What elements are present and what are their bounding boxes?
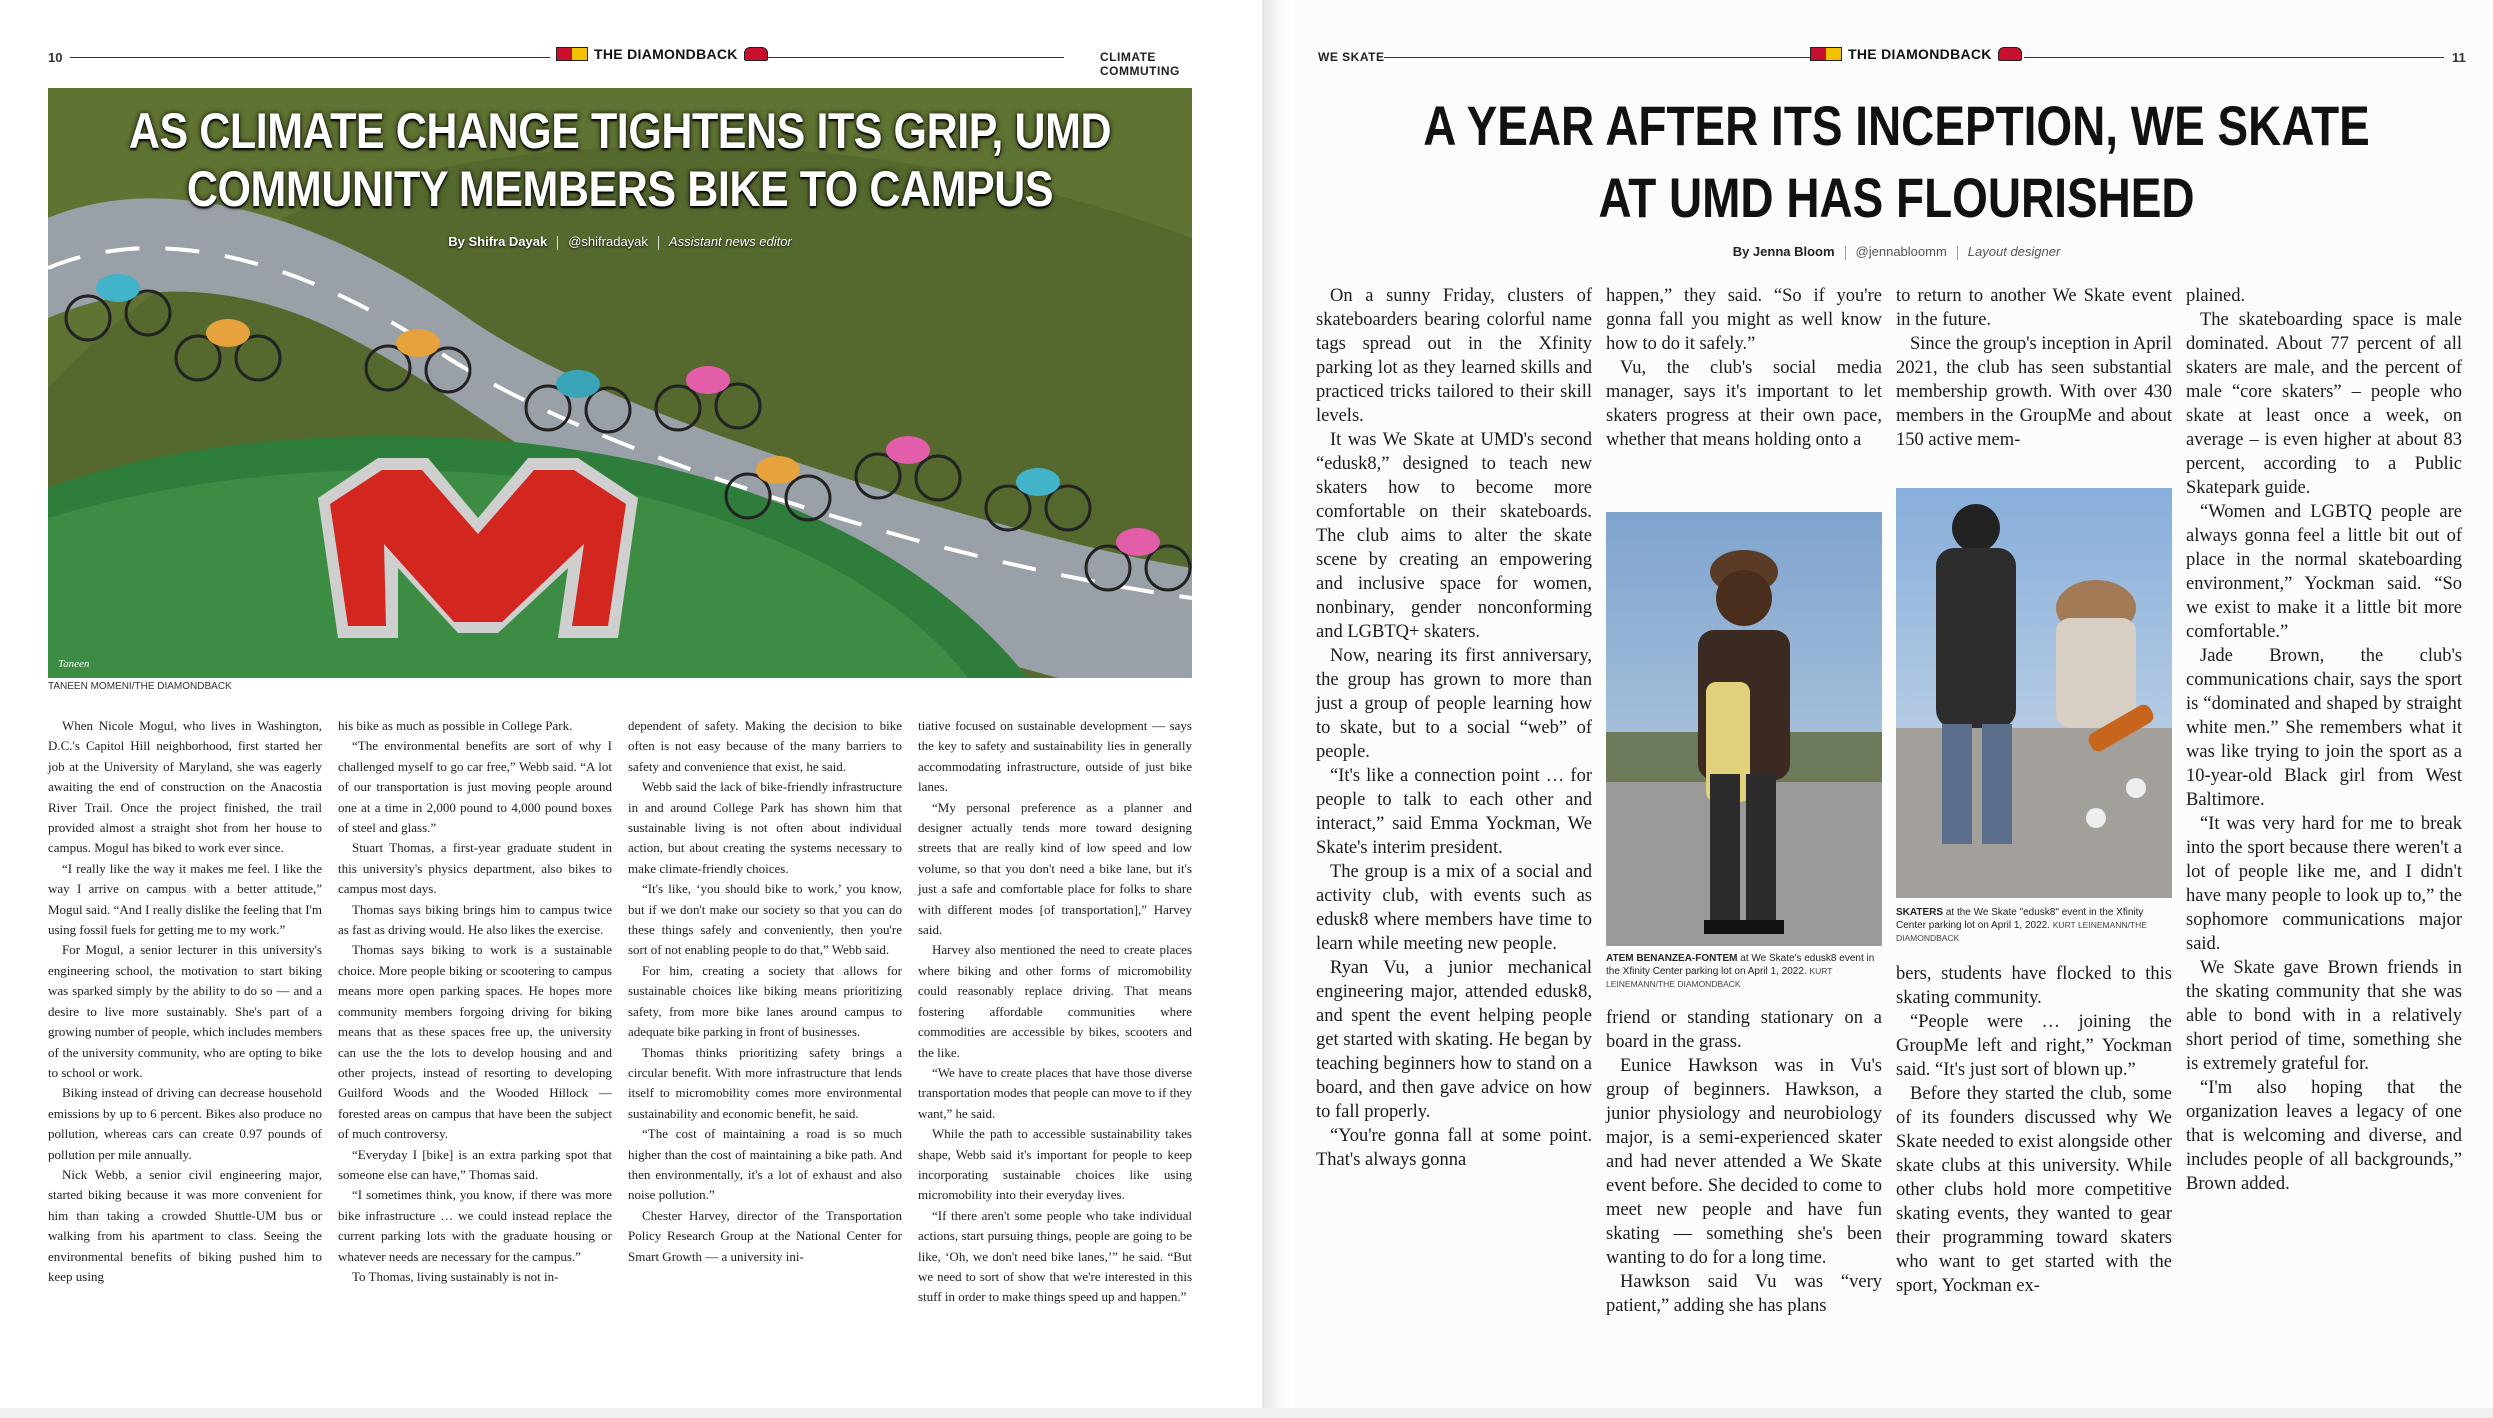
paragraph: The skateboarding space is male dominated. About 77 percent of all skaters are male, and the percent of male “core skaters” – people who skate at least once a week, on average – is even higher at about 83 percent, according to a Public Skatepark guide.: [2186, 310, 2462, 498]
paragraph: Thomas thinks prioritizing safety brings a circular benefit. With more infrastructure that lends itself to micromobility comes more environmental sustainability and economic benefit, he said.: [628, 1044, 902, 1121]
caption-credit: KURT LEINEMANN/THE DIAMONDBACK: [1606, 966, 1833, 989]
paragraph: Biking instead of driving can decrease household emissions by up to 6 percent. Bikes also produce no pollution, whereas cars can create 0.97 pounds of pollution per mile annually.: [48, 1085, 322, 1162]
page-bottom-edge: [0, 1408, 2493, 1418]
left-headline: AS CLIMATE CHANGE TIGHTENS ITS GRIP, UMD COMMUNITY MEMBERS BIKE TO CAMPUS: [128, 103, 1112, 217]
illustration-signature: Taneen: [58, 658, 90, 670]
paragraph: Nick Webb, a senior civil engineering major, started biking because it was more convenient for him than taking a crowded Shuttle-UM bus or walking from his apartment to class. Seeing the environmental benefits of biking pushed him to keep using: [48, 1166, 322, 1284]
paragraph: “People were … joining the GroupMe left and right,” Yockman said. “It's just sort of blown up.”: [1896, 1012, 2172, 1080]
left-column-2: [338, 716, 612, 1287]
paragraph: bers, students have flocked to this skating community.: [1896, 964, 2172, 1008]
paragraph: Since the group's inception in April 2021, the club has seen substantial membership growth. With over 430 members in the GroupMe and about 150 active mem-: [1896, 334, 2172, 450]
paragraph: “Women and LGBTQ people are always gonna feel a little bit out of place in the normal skateboarding environment,” Yockman said. “So we exist to make it a little bit more comfortable.”: [2186, 502, 2462, 642]
right-author: By Jenna Bloom: [1732, 244, 1835, 259]
right-top-bar: [1318, 44, 2468, 72]
top-rule: [1384, 57, 1824, 58]
paragraph: “I'm also hoping that the organization leaves a legacy of one that is welcoming and diverse, and includes people of all backgrounds,” Brown added.: [2186, 1078, 2462, 1194]
left-column-1: [48, 716, 322, 1287]
illustration-credit: TANEEN MOMENI/THE DIAMONDBACK: [48, 681, 232, 692]
paragraph: While the path to accessible sustainability takes shape, Webb said it's important for people to keep incorporating sustainable choices like using micromobility into their everyday lives.: [918, 1126, 1192, 1203]
byline-separator: [557, 236, 558, 250]
masthead-text: THE DIAMONDBACK: [1848, 46, 1992, 62]
paragraph: “I sometimes think, you know, if there was more bike infrastructure … we could instead replace the current parking lots with the graduate housing or whatever needs are necessary for the campus.”: [338, 1187, 612, 1264]
left-column-3: [628, 716, 902, 1267]
paragraph: tiative focused on sustainable development — says the key to safety and sustainability lies in generally accommodating infrastructure, outside of just bike lanes.: [918, 718, 1192, 795]
photo-svg: [1896, 488, 2172, 898]
skaters-group-photo: [1896, 488, 2172, 898]
terrapin-icon: [744, 47, 768, 61]
caption-name: ATEM BENANZEA-FONTEM: [1606, 953, 1738, 964]
photo1-caption: [1606, 952, 1882, 991]
paragraph: “It's like, ‘you should bike to work,’ you know, but if we don't make our society so that you can do these things safely and conveniently, then you're sort of not enabling people to do that,” Webb said.: [628, 881, 902, 958]
paragraph: “Everyday I [bike] is an extra parking spot that someone else can have,” Thomas said.: [338, 1146, 612, 1182]
paragraph: Thomas says biking brings him to campus twice as fast as driving would. He also likes the exercise.: [338, 901, 612, 938]
paragraph: Stuart Thomas, a first-year graduate student in this university's physics department, also bikes to campus most days.: [338, 840, 612, 897]
right-role: Layout designer: [1967, 244, 2061, 259]
byline-separator: [1957, 246, 1958, 260]
paragraph: dependent of safety. Making the decision to bike often is not easy because of the many barriers to safety and convenience that exist, he said.: [628, 718, 902, 774]
right-page-number: 11: [2452, 50, 2466, 65]
maryland-flag-icon: [556, 47, 588, 61]
left-page-number: 10: [48, 50, 63, 65]
cycling-illustration: [48, 88, 1192, 678]
paragraph: “We have to create places that have those diverse transportation modes that people can move to if they want,” he said.: [918, 1064, 1192, 1121]
paragraph: Harvey also mentioned the need to create places where biking and other forms of micromobility could reasonably replace driving. That means fostering affordable communities where commodities are accessible by bikes, scooters and the like.: [918, 942, 1192, 1060]
maryland-flag-icon: [1810, 47, 1842, 61]
paragraph: to return to another We Skate event in the future.: [1896, 286, 2172, 330]
right-column-3-top: [1896, 284, 2172, 452]
right-column-2-bottom: [1606, 1006, 1882, 1318]
paragraph: To Thomas, living sustainably is not in-: [352, 1268, 559, 1284]
paragraph: “My personal preference as a planner and designer actually tends more toward designing streets that are really kind of low speed and low volume, so that you don't need a bike lane, but it's just a safe and comfortable place for folks to share with different modes [of transportation],” Harvey said.: [918, 799, 1192, 938]
paragraph: Now, nearing its first anniversary, the group has grown to more than just a group of people learning how to skate, but to a social “web” of people.: [1316, 646, 1592, 762]
right-column-3-bottom: [1896, 962, 2172, 1298]
masthead: [1810, 46, 2022, 62]
caption-name: SKATERS: [1896, 907, 1944, 918]
right-handle: @jennabloomm: [1855, 244, 1947, 259]
right-column-4: [2186, 284, 2462, 1196]
paragraph: Thomas says biking to work is a sustainable choice. More people biking or scootering to campus means more open parking spaces. He hopes more community members forgoing driving for biking means that as these spaces free up, the university can use the the lots to develop housing and and other projects, instead of resorting to developing Guilford Woods and the Wooded Hillock — forested areas on campus that have been the subject of much controversy.: [338, 942, 612, 1142]
right-section-label: WE SKATE: [1318, 50, 1385, 64]
paragraph: “If there aren't some people who take individual actions, start pursuing things, people are going to be like, ‘Oh, we don't need bike lanes,’” he said. “But we need to sort of show that we're interested in this stuff in order to make things speed up and happen.”: [918, 1207, 1192, 1305]
masthead: [556, 46, 768, 62]
paragraph: “It was very hard for me to break into the sport because there weren't a lot of people like me, and I didn't have many people to look up to,” the sophomore communications major said.: [2186, 814, 2462, 954]
paragraph: his bike as much as possible in College Park.: [338, 718, 573, 733]
left-column-4: [918, 716, 1192, 1308]
paragraph: Eunice Hawkson was in Vu's group of beginners. Hawkson, a junior physiology and neurobiology major, is a semi-experienced skater and had never attended a We Skate event before. She decided to come to meet new people and have fun skating — something she's been wanting to do for a long time.: [1606, 1056, 1882, 1268]
paragraph: Webb said the lack of bike-friendly infrastructure in and around College Park has shown him that sustainable living is not often about individual action, but about creating the systems necessary to make climate-friendly choices.: [628, 779, 902, 876]
left-byline: [48, 234, 1192, 250]
terrapin-icon: [1998, 47, 2022, 61]
top-rule: [764, 57, 1064, 58]
paragraph: For Mogul, a senior lecturer in this university's engineering school, the motivation to start biking was sparked simply by the ability to do so — and a desire to live more sustainably. She's part of a growing number of people, which includes members of the university community, who are opting to bike to school or work.: [48, 942, 323, 1080]
left-top-bar: [48, 44, 1192, 78]
top-rule: [70, 57, 550, 58]
left-role: Assistant news editor: [668, 234, 792, 249]
right-byline: [1300, 244, 2493, 260]
paragraph: “The environmental benefits are sort of why I challenged myself to go car free,” Webb said. “A lot of our transportation is just moving people around one at a time in 2,000 pound to 4,000 pound boxes of steel and glass.”: [338, 738, 612, 836]
paragraph: happen,” they said. “So if you're gonna fall you might as well know how to do it safely.”: [1606, 286, 1882, 354]
paragraph: “It's like a connection point … for people to talk to each other and interact,” said Emma Yockman, We Skate's interim president.: [1316, 766, 1592, 858]
byline-separator: [1845, 246, 1846, 260]
left-author: By Shifra Dayak: [448, 234, 548, 249]
caption-text: at We Skate's edusk8 event in the Xfinity Center parking lot on April 1, 2022.: [1606, 953, 1875, 977]
top-rule: [2024, 57, 2444, 58]
paragraph: “You're gonna fall at some point. That's always gonna: [1316, 1126, 1592, 1170]
paragraph: “I really like the way it makes me feel. I like the way I arrive on campus with a better attitude,” Mogul said. “And I really dislike the feeling that I'm using fossil fuels for getting me to my work.”: [48, 860, 322, 938]
skater-portrait-photo: [1606, 512, 1882, 946]
paragraph: Hawkson said Vu was “very patient,” adding she has plans: [1606, 1272, 1882, 1316]
byline-separator: [658, 236, 659, 250]
paragraph: Ryan Vu, a junior mechanical engineering major, attended edusk8, and spent the event helping people get started with skating. He began by teaching beginners how to stand on a board, and then gave advice on how to fall properly.: [1316, 958, 1592, 1122]
paragraph: When Nicole Mogul, who lives in Washington, D.C.'s Capitol Hill neighborhood, first started her job at the University of Maryland, she was eagerly awaiting the end of construction on the Anacostia River Trail. Once the project finished, the trail provided almost a straight shot from her house to campus. Mogul has biked to work ever since.: [48, 718, 322, 856]
left-section-label: CLIMATE COMMUTING: [1100, 50, 1180, 78]
paragraph: Chester Harvey, director of the Transportation Policy Research Group at the National Center for Smart Growth — a university ini-: [628, 1207, 902, 1264]
paragraph: friend or standing stationary on a board in the grass.: [1606, 1008, 1882, 1052]
right-column-2-top: [1606, 284, 1882, 452]
paragraph: “The cost of maintaining a road is so much higher than the cost of maintaining a bike path. And then environmentally, it's a lot of exhaust and also noise pollution.”: [628, 1126, 902, 1203]
caption-credit: KURT LEINEMANN/THE DIAMONDBACK: [1896, 920, 2147, 943]
paragraph: Vu, the club's social media manager, says it's important to let skaters progress at their own pace, whether that means holding onto a: [1606, 358, 1882, 450]
paragraph: On a sunny Friday, clusters of skateboarders bearing colorful name tags spread out in the Xfinity parking lot as they learned skills and practiced tricks tailored to their skill levels.: [1316, 286, 1592, 426]
paragraph: For him, creating a society that allows for sustainable choices like biking means prioritizing safety, from more bike lanes around campus to adequate bike parking in front of businesses.: [628, 962, 902, 1040]
right-column-1: [1316, 284, 1592, 1172]
masthead-text: THE DIAMONDBACK: [594, 46, 738, 62]
caption-text: at the We Skate "edusk8" event in the Xfinity Center parking lot on April 1, 2022.: [1896, 907, 2144, 931]
page-gutter: [1262, 0, 1294, 1418]
paragraph: Jade Brown, the club's communications chair, says the sport is “dominated and shaped by straight white men.” She remembers what it was like trying to join the sport as a 10-year-old Black girl from West Baltimore.: [2186, 646, 2462, 810]
photo-svg: [1606, 512, 1882, 946]
paragraph: Before they started the club, some of its founders discussed why We Skate needed to exist alongside other skate clubs at this university. While other clubs hold more competitive skating events, they wanted to gear their programming toward skaters who want to get started with the sport, Yockman ex-: [1896, 1084, 2172, 1296]
paragraph: It was We Skate at UMD's second “edusk8,” designed to teach new skaters how to become more comfortable on their skateboards. The club aims to alter the skate scene by creating an empowering and inclusive space for women, nonbinary, gender nonconforming and LGBTQ+ skaters.: [1316, 430, 1592, 642]
photo2-caption: [1896, 906, 2172, 945]
paragraph: plained.: [2186, 286, 2246, 306]
left-handle: @shifradayak: [568, 234, 648, 249]
paragraph: The group is a mix of a social and activity club, with events such as edusk8 where members have time to learn while meeting new people.: [1316, 862, 1592, 954]
right-headline: A YEAR AFTER ITS INCEPTION, WE SKATE AT UMD HAS FLOURISHED: [1423, 94, 2370, 229]
paragraph: We Skate gave Brown friends in the skating community that she was able to bond with in a relatively short period of time, something she is extremely grateful for.: [2186, 958, 2462, 1074]
